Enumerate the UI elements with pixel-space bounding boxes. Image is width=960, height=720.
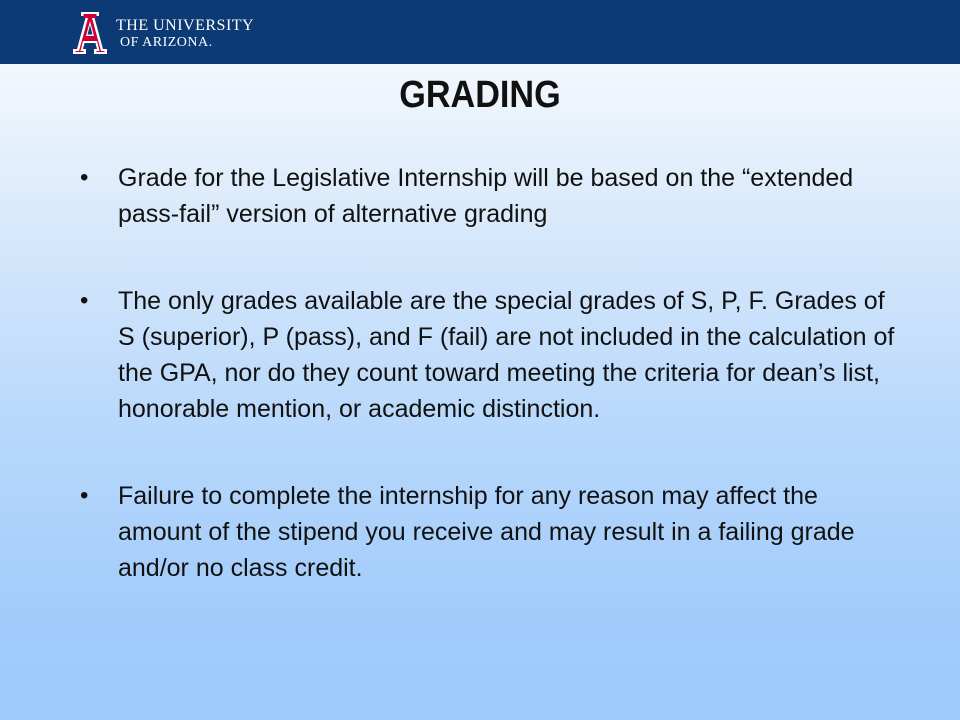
bullet-item-2 bbox=[80, 283, 900, 427]
bullet-text: Grade for the Legislative Internship will be based on the “extended pass-fail” version of alternative grading bbox=[118, 164, 854, 228]
university-a-logo-icon bbox=[70, 12, 110, 56]
wordmark-line-2: OF ARIZONA. bbox=[120, 35, 213, 50]
bullet-glyph: • bbox=[80, 164, 89, 191]
bullet-list bbox=[80, 160, 900, 586]
header-bar bbox=[0, 0, 960, 64]
bullet-item-3 bbox=[80, 478, 900, 586]
wordmark-line-1: THE UNIVERSITY bbox=[116, 17, 255, 34]
bullet-glyph: • bbox=[80, 287, 89, 314]
university-wordmark bbox=[116, 17, 254, 51]
slide-content bbox=[80, 160, 900, 586]
university-logo bbox=[70, 12, 254, 56]
bullet-item-1 bbox=[80, 160, 900, 232]
slide-title: GRADING bbox=[399, 74, 561, 116]
bullet-glyph: • bbox=[80, 482, 89, 509]
bullet-text: Failure to complete the internship for any reason may affect the amount of the stipend you receive and may result in a failing grade and/or no class credit. bbox=[118, 482, 855, 582]
bullet-text: The only grades available are the special grades of S, P, F. Grades of S (superior), P (pass), and F (fail) are not included in the calculation of the GPA, nor do they count toward meeting the criteria for dean’s list, honorable mention, or academic distinction. bbox=[118, 287, 895, 423]
